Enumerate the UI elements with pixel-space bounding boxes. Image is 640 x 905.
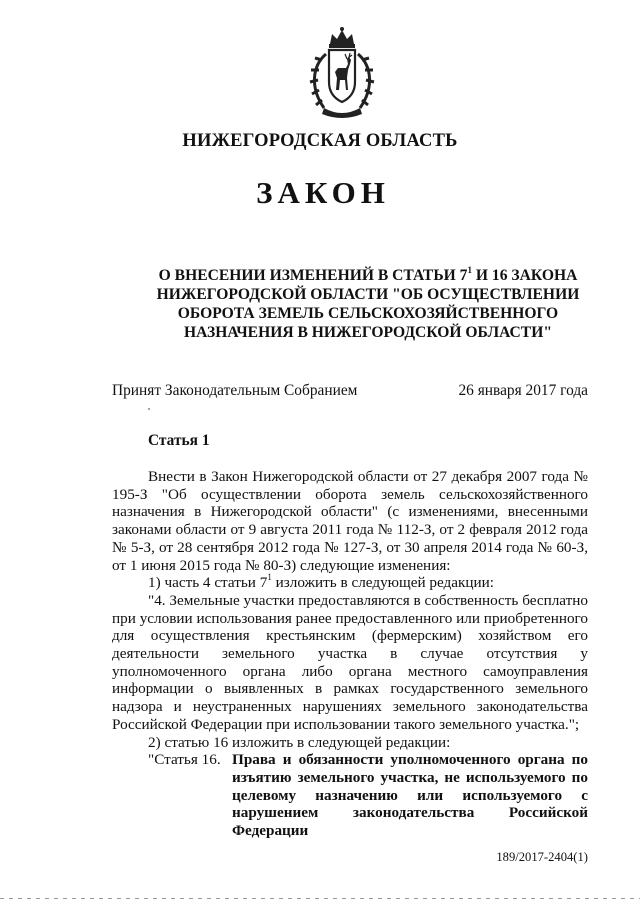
region-name: НИЖЕГОРОДСКАЯ ОБЛАСТЬ — [182, 131, 458, 151]
law-title-line-1 — [150, 266, 586, 285]
law-title-line-2: НИЖЕГОРОДСКОЙ ОБЛАСТИ "ОБ ОСУЩЕСТВЛЕНИИ — [156, 286, 580, 303]
superscript: 1 — [267, 572, 272, 583]
law-title — [150, 266, 586, 342]
intro-paragraph: Внести в Закон Нижегородской области от 27 декабря 2007 года № 195-З "Об осуществлении оборота земель сельскохозяйственного назначения в Нижегородской области" (с изменениями, внесенными законами области от 9 августа 2011 года № 112-З, от 2 февраля 2012 года № 5-З, от 28 сентября 2012 года № 127-З, от 30 апреля 2014 года № 60-З, от 1 июня 2015 года № 80-З) следующие изменения: — [112, 468, 588, 574]
document-code: 189/2017-2404(1) — [496, 850, 588, 864]
superscript: 1 — [467, 264, 472, 275]
article-heading: Статья 1 — [148, 432, 210, 449]
item-1-quote-paragraph: "4. Земельные участки предоставляются в собственность бесплатно при условии использования ранее предоставленного или приобретенного для осуществления крестьянским (фермерским) хозяйством его деятельности земельного участка в случае отсутствия у уполномоченного органа либо органа местного самоуправления информации о выявленных в рамках государственного земельного надзора и неустраненных нарушениях земельного законодательства Российской Федерации при использовании такого земельного участка."; — [112, 591, 588, 733]
law-title-line-4: НАЗНАЧЕНИЯ В НИЖЕГОРОДСКОЙ ОБЛАСТИ" — [183, 324, 552, 341]
article-16-title: Права и обязанности уполномоченного органа по изъятию земельного участка, не используемого по целевому назначению или используемого с нарушением законодательства Российской Федерации — [232, 751, 588, 840]
article-body — [112, 468, 588, 840]
adoption-line — [112, 382, 588, 400]
scan-speck — [148, 408, 150, 410]
document-type-heading: ЗАКОН — [256, 175, 390, 210]
scan-edge-line — [0, 898, 640, 899]
item-2-paragraph: 2) статью 16 изложить в следующей редакции: — [148, 733, 451, 751]
law-title-line-1-text: О ВНЕСЕНИИ ИЗМЕНЕНИЙ В СТАТЬИ 7 — [158, 267, 468, 284]
article-16-label: "Статья 16. — [148, 751, 221, 769]
adoption-label: Принят Законодательным Собранием — [112, 382, 358, 399]
item-1-paragraph — [112, 574, 588, 592]
law-title-line-1-end: И 16 ЗАКОНА — [471, 267, 578, 284]
law-title-line-3: ОБОРОТА ЗЕМЕЛЬ СЕЛЬСКОХОЗЯЙСТВЕННОГО — [177, 305, 559, 322]
coat-of-arms-emblem — [302, 26, 382, 122]
item-1-text-end: изложить в следующей редакции: — [271, 574, 494, 592]
item-1-text: 1) часть 4 статьи 7 — [148, 574, 268, 592]
adoption-date: 26 января 2017 года — [458, 382, 588, 399]
article-16-block — [112, 751, 588, 840]
